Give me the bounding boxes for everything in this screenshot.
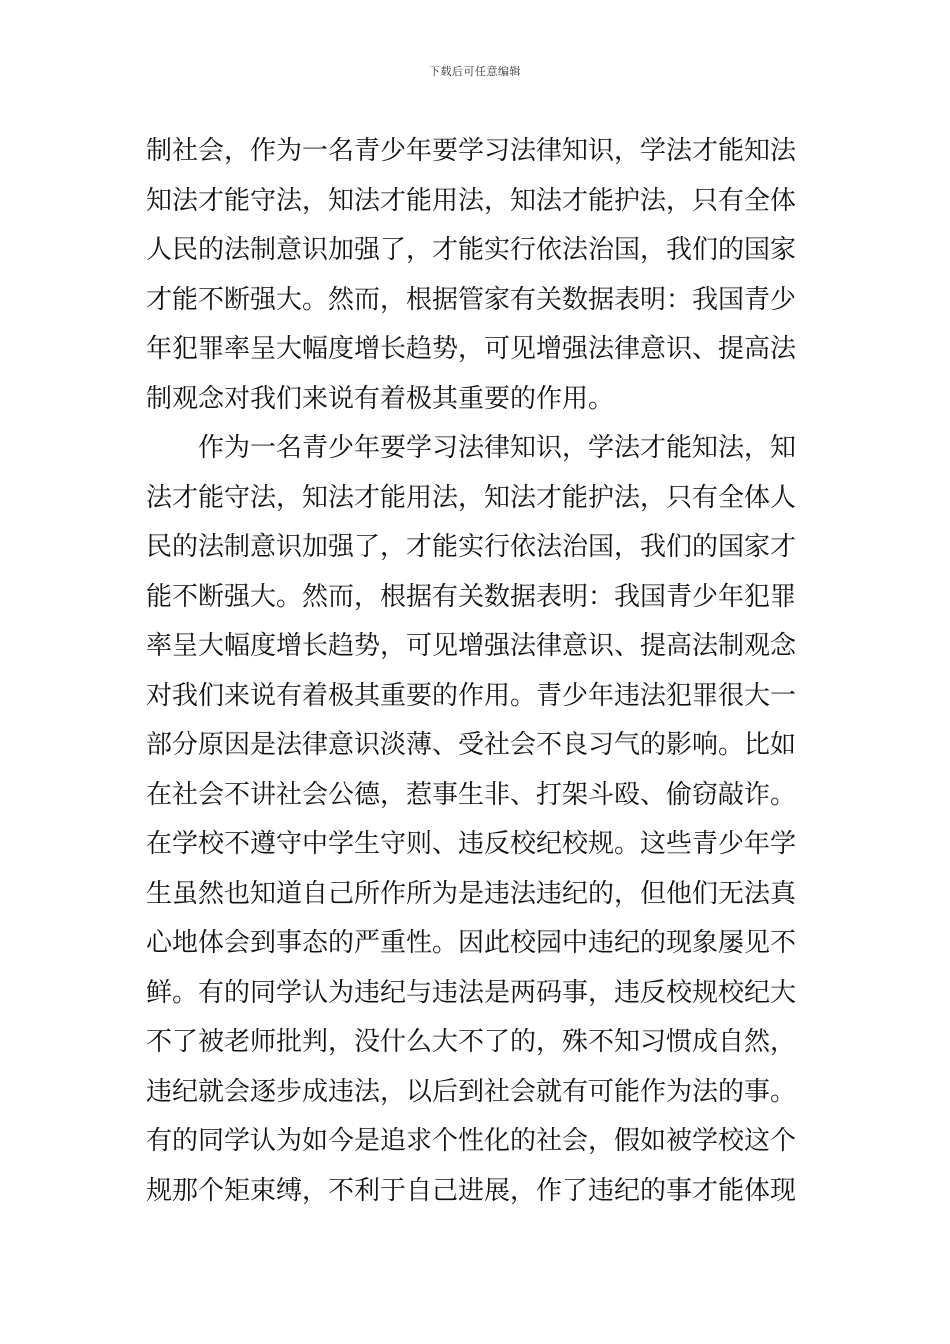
text-line: 不了被老师批判，没什么大不了的，殊不知习惯成自然， xyxy=(146,1027,797,1057)
text-line: 在社会不讲社会公德，惹事生非、打架斗殴、偷窃敲诈。 xyxy=(146,779,797,810)
text-line: 部分原因是法律意识淡薄、受社会不良习气的影响。比如 xyxy=(146,730,797,760)
text-line: 对我们来说有着极其重要的作用。青少年违法犯罪很大一 xyxy=(146,680,797,711)
paragraph-first-line: 作为一名青少年要学习法律知识，学法才能知法，知 xyxy=(198,433,797,463)
text-line: 才能不断强大。然而，根据管家有关数据表明：我国青少 xyxy=(146,284,797,315)
text-line: 制观念对我们来说有着极其重要的作用。 xyxy=(146,383,615,414)
text-line: 有的同学认为如今是追求个性化的社会，假如被学校这个 xyxy=(146,1126,797,1156)
text-line: 心地体会到事态的严重性。因此校园中违纪的现象屡见不 xyxy=(146,928,797,958)
text-line: 生虽然也知道自己所作所为是违法违纪的，但他们无法真 xyxy=(146,878,797,909)
text-line: 在学校不遵守中学生守则、违反校纪校规。这些青少年学 xyxy=(146,829,797,859)
text-line: 鲜。有的同学认为违纪与违法是两码事，违反校规校纪大 xyxy=(146,977,797,1008)
text-line: 年犯罪率呈大幅度增长趋势，可见增强法律意识、提高法 xyxy=(146,334,797,364)
text-line: 违纪就会逐步成违法，以后到社会就有可能作为法的事。 xyxy=(146,1076,797,1107)
text-line: 规那个矩束缚，不利于自己进展，作了违纪的事才能体现 xyxy=(146,1175,797,1206)
text-line: 知法才能守法，知法才能用法，知法才能护法，只有全体 xyxy=(146,185,797,216)
text-line: 率呈大幅度增长趋势，可见增强法律意识、提高法制观念 xyxy=(146,631,797,661)
text-line: 法才能守法，知法才能用法，知法才能护法，只有全体人 xyxy=(146,482,797,513)
page-header: 下载后可任意编辑 xyxy=(429,65,521,78)
document-body xyxy=(146,127,808,1216)
text-line: 制社会，作为一名青少年要学习法律知识，学法才能知法 xyxy=(146,136,797,166)
text-line: 能不断强大。然而，根据有关数据表明：我国青少年犯罪 xyxy=(146,581,797,612)
text-line: 民的法制意识加强了，才能实行依法治国，我们的国家才 xyxy=(146,532,797,562)
text-line: 人民的法制意识加强了，才能实行依法治国，我们的国家 xyxy=(146,235,797,265)
